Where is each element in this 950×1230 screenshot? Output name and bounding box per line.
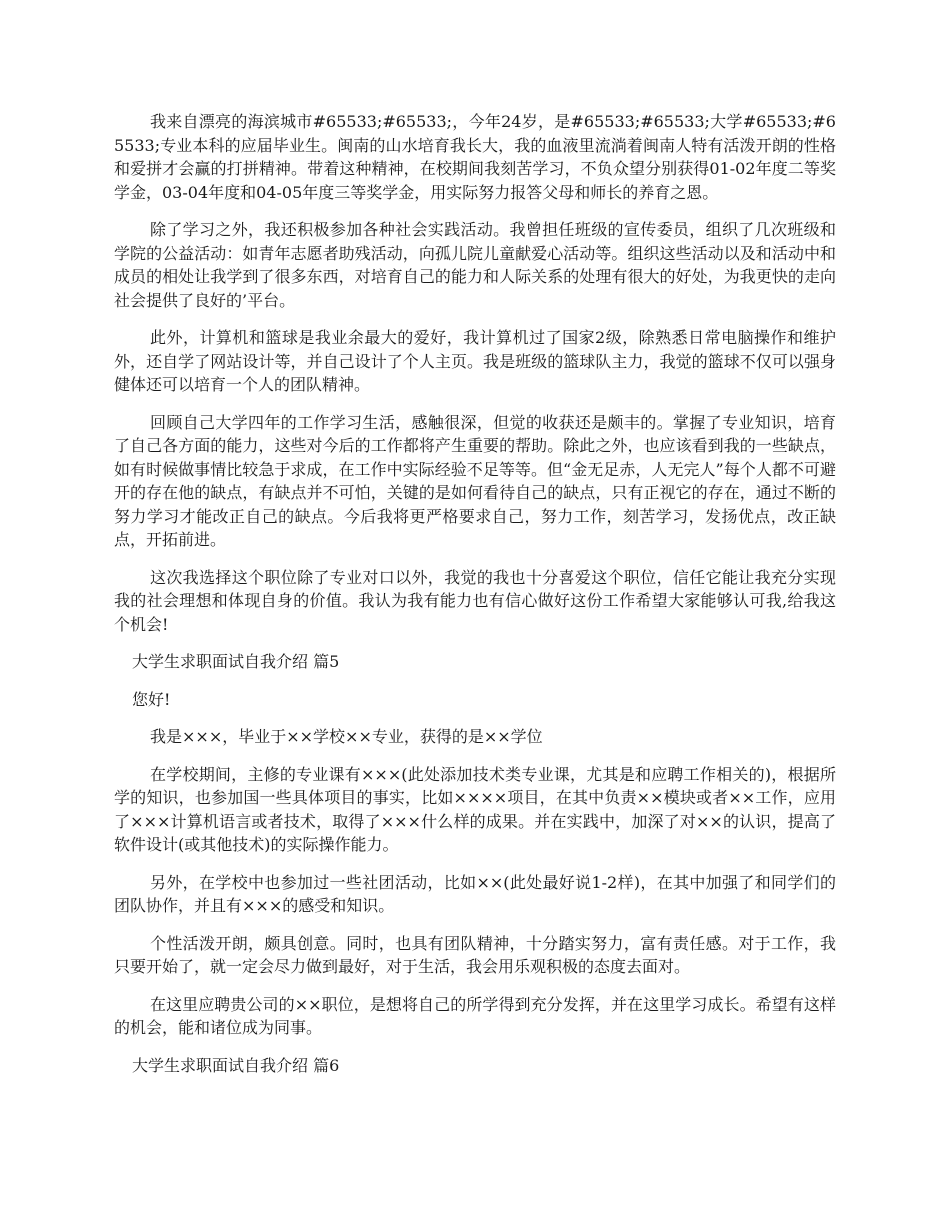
paragraph-self-intro: 我是×××，毕业于××学校××专业，获得的是××学位 <box>150 727 543 746</box>
paragraph-intro: 我来自漂亮的海滨城市#65533;#65533;，今年24岁，是#65533;#65533;大学#65533;#65533;专业本科的应届毕业生。闽南的山水培育我长大，我的血液里流淌着闽南人特有活泼开朗的性格和爱拼才会赢的打拼精神。带着这种精神，在校期间我刻苦学习，不负众望分别获得01-02年度二等奖学金，03-04年度和04-05年度三等奖学金，用实际努力报答父母和师长的养育之恩。 <box>114 112 836 202</box>
greeting: 您好! <box>132 689 171 709</box>
paragraph-application: 在这里应聘贵公司的××职位，是想将自己的所学得到充分发挥，并在这里学习成长。希望有这样的机会，能和诸位成为同事。 <box>114 994 836 1037</box>
section-heading-6: 大学生求职面试自我介绍 篇6 <box>132 1055 340 1075</box>
paragraph-activities: 除了学习之外，我还积极参加各种社会实践活动。我曾担任班级的宣传委员，组织了几次班级和学院的公益活动：如青年志愿者助残活动，向孤儿院儿童献爱心活动等。组织这些活动以及和活动中和成员的相处让我学到了很多东西，对培育自己的能力和人际关系的处理有很大的好处，为我更快的走向社会提供了良好的’平台。 <box>114 220 836 310</box>
paragraph-review: 回顾自己大学四年的工作学习生活，感触很深，但觉的收获还是颇丰的。掌握了专业知识，培育了自己各方面的能力，这些对今后的工作都将产生重要的帮助。除此之外，也应该看到我的一些缺点，如有时候做事情比较急于求成，在工作中实际经验不足等等。但“金无足赤，人无完人”每个人都不可避开的存在他的缺点，有缺点并不可怕，关键的是如何看待自己的缺点，只有正视它的存在，通过不断的努力学习才能改正自己的缺点。今后我将更严格要求自己，努力工作，刻苦学习，发扬优点，改正缺点，开拓前进。 <box>114 412 836 549</box>
document-page <box>114 110 836 1091</box>
paragraph-closing: 这次我选择这个职位除了专业对口以外，我觉的我也十分喜爱这个职位，信任它能让我充分实现我的社会理想和体现自身的价值。我认为我有能力也有信心做好这份工作希望大家能够认可我,给我这个机会! <box>114 567 836 634</box>
paragraph-hobbies: 此外，计算机和篮球是我业余最大的爱好，我计算机过了国家2级，除熟悉日常电脑操作和维护外，还自学了网站设计等，并自己设计了个人主页。我是班级的篮球队主力，我觉的篮球不仅可以强身健体还可以培育一个人的团队精神。 <box>114 328 836 394</box>
paragraph-clubs: 另外，在学校中也参加过一些社团活动，比如××(此处最好说1-2样)，在其中加强了和同学们的团队协作，并且有×××的感受和知识。 <box>114 872 836 915</box>
paragraph-courses: 在学校期间，主修的专业课有×××(此处添加技术类专业课，尤其是和应聘工作相关的)，根据所学的知识，也参加国一些具体项目的事实，比如××××项目，在其中负责××模块或者××工作，应用了×××计算机语言或者技术，取得了×××什么样的成果。并在实践中，加深了对××的认识，提高了软件设计(或其他技术)的实际操作能力。 <box>114 764 836 854</box>
paragraph-personality: 个性活泼开朗，颇具创意。同时，也具有团队精神，十分踏实努力，富有责任感。对于工作，我只要开始了，就一定会尽力做到最好，对于生活，我会用乐观积极的态度去面对。 <box>114 933 836 976</box>
section-heading-5: 大学生求职面试自我介绍 篇5 <box>132 652 340 671</box>
